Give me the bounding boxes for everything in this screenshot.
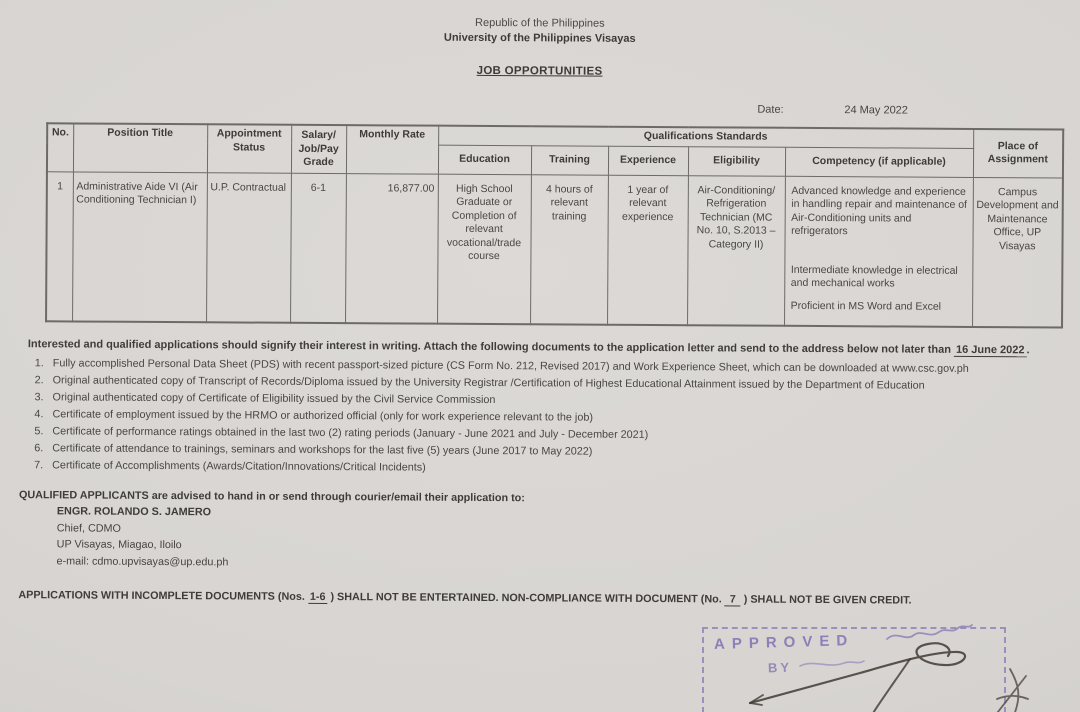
approved-stamp [702, 627, 1006, 712]
col-no: No. [47, 123, 73, 171]
document-header [0, 0, 1080, 50]
cell-no: 1 [46, 171, 73, 321]
requirements-list [27, 355, 1078, 480]
applicants-lead: QUALIFIED APPLICANTS are advised to hand in or send through courier/email their application to: [18, 488, 525, 504]
requirement-item: 6. Certificate of attendance to trainings, seminars and workshops for the last five (5) years (June 2017 to May 2022) [46, 440, 1077, 463]
stamp-by-text: BY [767, 659, 793, 676]
notice-nos-range: 1-6 [308, 591, 328, 604]
org-line1: Republic of the Philippines [475, 16, 605, 30]
col-appointment-status: Appointment Status [207, 124, 291, 173]
cell-appointment-status: U.P. Contractual [206, 172, 291, 322]
job-opportunities-table [45, 122, 1064, 328]
requirement-item: 4. Certificate of employment issued by the HRMO or authorized official (only for work experience relevant to the job) [46, 406, 1077, 429]
requirement-item: 2. Original authenticated copy of Transcript of Records/Diploma issued by the University Registrar /Certification of Highest Educational Attainment issued by the Department of Education [47, 372, 1078, 395]
contact-title: Chief, CDMO [56, 521, 122, 535]
instructions-text-end: . [1026, 343, 1030, 356]
date-value: 24 May 2022 [844, 104, 908, 117]
requirement-item: 1. Fully accomplished Personal Data Sheet (PDS) with recent passport-sized picture (CS Form No. 212, Revised 2017) and Work Experience Sheet, which can be downloaded at www.csc.gov.ph [47, 355, 1078, 378]
notice-text: APPLICATIONS WITH INCOMPLETE DOCUMENTS (Nos. [18, 589, 305, 603]
col-education: Education [438, 145, 531, 175]
page-title: JOB OPPORTUNITIES [476, 64, 603, 78]
cell-place-of-assignment: Campus Development and Maintenance Office, UP Visayas [972, 177, 1063, 327]
requirement-item: 3. Original authenticated copy of Certificate of Eligibility issued by the Civil Service Commission [47, 389, 1078, 412]
col-training: Training [531, 145, 608, 174]
col-place-of-assignment: Place of Assignment [973, 129, 1063, 178]
incomplete-documents-notice [18, 588, 1046, 609]
col-salary-grade: Salary/ Job/Pay Grade [291, 125, 346, 173]
stamp-approved-text: APPROVED [713, 632, 855, 653]
contact-name: ENGR. ROLANDO S. JAMERO [56, 505, 212, 519]
cell-monthly-rate: 16,877.00 [345, 173, 438, 323]
cell-eligibility: Air-Conditioning/ Refrigeration Technician (MC No. 10, S.2013 – Category II) [687, 175, 785, 325]
requirement-item: 7. Certificate of Accomplishments (Awards/Citation/Innovations/Critical Incidents) [46, 457, 1077, 480]
col-competency: Competency (if applicable) [785, 147, 973, 177]
cell-salary-grade: 6-1 [290, 173, 346, 323]
col-monthly-rate: Monthly Rate [346, 125, 438, 174]
date-row [0, 99, 1079, 122]
org-line2: University of the Philippines Visayas [443, 31, 636, 45]
contact-email: e-mail: cdmo.upvisayas@up.edu.ph [56, 554, 229, 568]
instructions-text: Interested and qualified applications should signify their interest in writing. Attach the following documents to the application letter and send to the address below not later than [27, 337, 951, 356]
contact-block [57, 503, 1077, 575]
notice-text: ) SHALL NOT BE ENTERTAINED. NON-COMPLIANCE WITH DOCUMENT (No. [330, 591, 722, 606]
competency-item: Proficient in MS Word and Excel [790, 299, 942, 313]
requirement-item: 5. Certificate of performance ratings obtained in the last two (2) rating periods (January - June 2021 and July - December 2021) [46, 423, 1077, 446]
qualified-applicants-section [19, 487, 1077, 576]
cell-training: 4 hours of relevant training [530, 174, 608, 324]
competency-item: Advanced knowledge and experience in handling repair and maintenance of Air-Conditioning units and refrigerators [791, 184, 968, 238]
contact-location: UP Visayas, Miagao, Iloilo [56, 538, 182, 552]
col-eligibility: Eligibility [688, 146, 785, 176]
date-label: Date: [757, 103, 784, 116]
signature-scribble [692, 621, 1052, 712]
col-qualifications-standards: Qualifications Standards [438, 126, 973, 148]
cell-position-title: Administrative Aide VI (Air Conditioning Technician I) [72, 171, 207, 321]
notice-text: ) SHALL NOT BE GIVEN CREDIT. [743, 593, 912, 607]
col-experience: Experience [608, 146, 688, 175]
notice-no-seven: 7 [725, 593, 741, 606]
col-position-title: Position Title [73, 123, 207, 172]
competency-item: Intermediate knowledge in electrical and mechanical works [790, 263, 958, 290]
table-row [46, 171, 1063, 327]
cell-education: High School Graduate or Completion of relevant vocational/trade course [437, 174, 531, 324]
cell-competency [784, 176, 973, 327]
cell-experience: 1 year of relevant experience [607, 175, 688, 325]
deadline-date: 16 June 2022 [954, 343, 1027, 356]
